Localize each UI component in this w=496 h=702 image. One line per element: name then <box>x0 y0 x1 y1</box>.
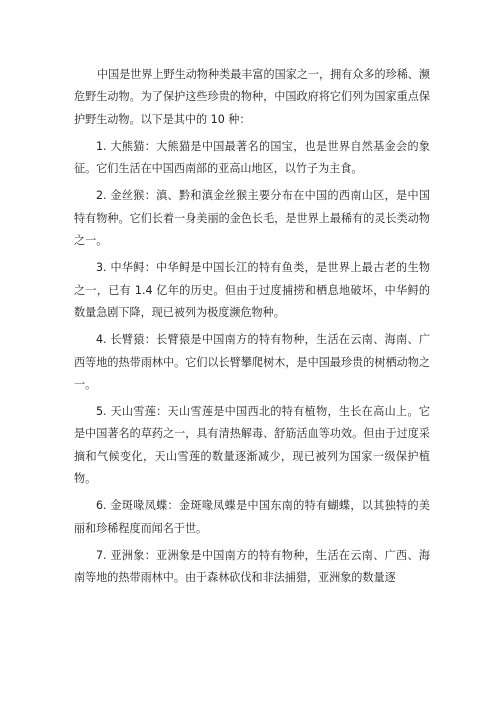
list-item-golden-monkey: 2. 金丝猴：滇、黔和滇金丝猴主要分布在中国的西南山区，是中国特有物种。它们长着一身美丽的金色长毛，是世界上最稀有的灵长类动物之一。 <box>74 189 430 248</box>
list-item-asian-elephant: 7. 亚洲象：亚洲象是中国南方的特有物种，生活在云南、广西、海南等地的热带雨林中。由于森林砍伐和非法捕猎，亚洲象的数量逐 <box>74 548 430 585</box>
list-item-giant-panda: 1. 大熊猫：大熊猫是中国最著名的国宝，也是世界自然基金会的象征。它们生活在中国西南部的亚高山地区，以竹子为主食。 <box>74 139 430 176</box>
list-item-golden-kaiser-butterfly: 6. 金斑喙凤蝶：金斑喙凤蝶是中国东南的特有蝴蝶，以其独特的美丽和珍稀程度而闻名于世。 <box>74 499 430 535</box>
intro-paragraph: 中国是世界上野生动物种类最丰富的国家之一，拥有众多的珍稀、濒危野生动物。为了保护这些珍贵的物种，中国政府将它们列为国家重点保护野生动物。以下是其中的 10 种： <box>74 68 430 126</box>
list-item-chinese-sturgeon: 3. 中华鲟：中华鲟是中国长江的特有鱼类，是世界上最古老的生物之一，已有 1.4 亿年的历史。但由于过度捕捞和栖息地破坏，中华鲟的数量急剧下降，现已被列为极度濒危物种。 <box>74 261 430 319</box>
list-item-gibbon: 4. 长臂猿：长臂猿是中国南方的特有物种，生活在云南、海南、广西等地的热带雨林中。它们以长臂攀爬树木，是中国最珍贵的树栖动物之一。 <box>74 333 430 391</box>
list-item-snow-lotus: 5. 天山雪莲：天山雪莲是中国西北的特有植物，生长在高山上。它是中国著名的草药之一，具有清热解毒、舒筋活血等功效。但由于过度采摘和气候变化，天山雪莲的数量逐渐减少，现已被列为国家一级保护植物。 <box>74 405 430 486</box>
